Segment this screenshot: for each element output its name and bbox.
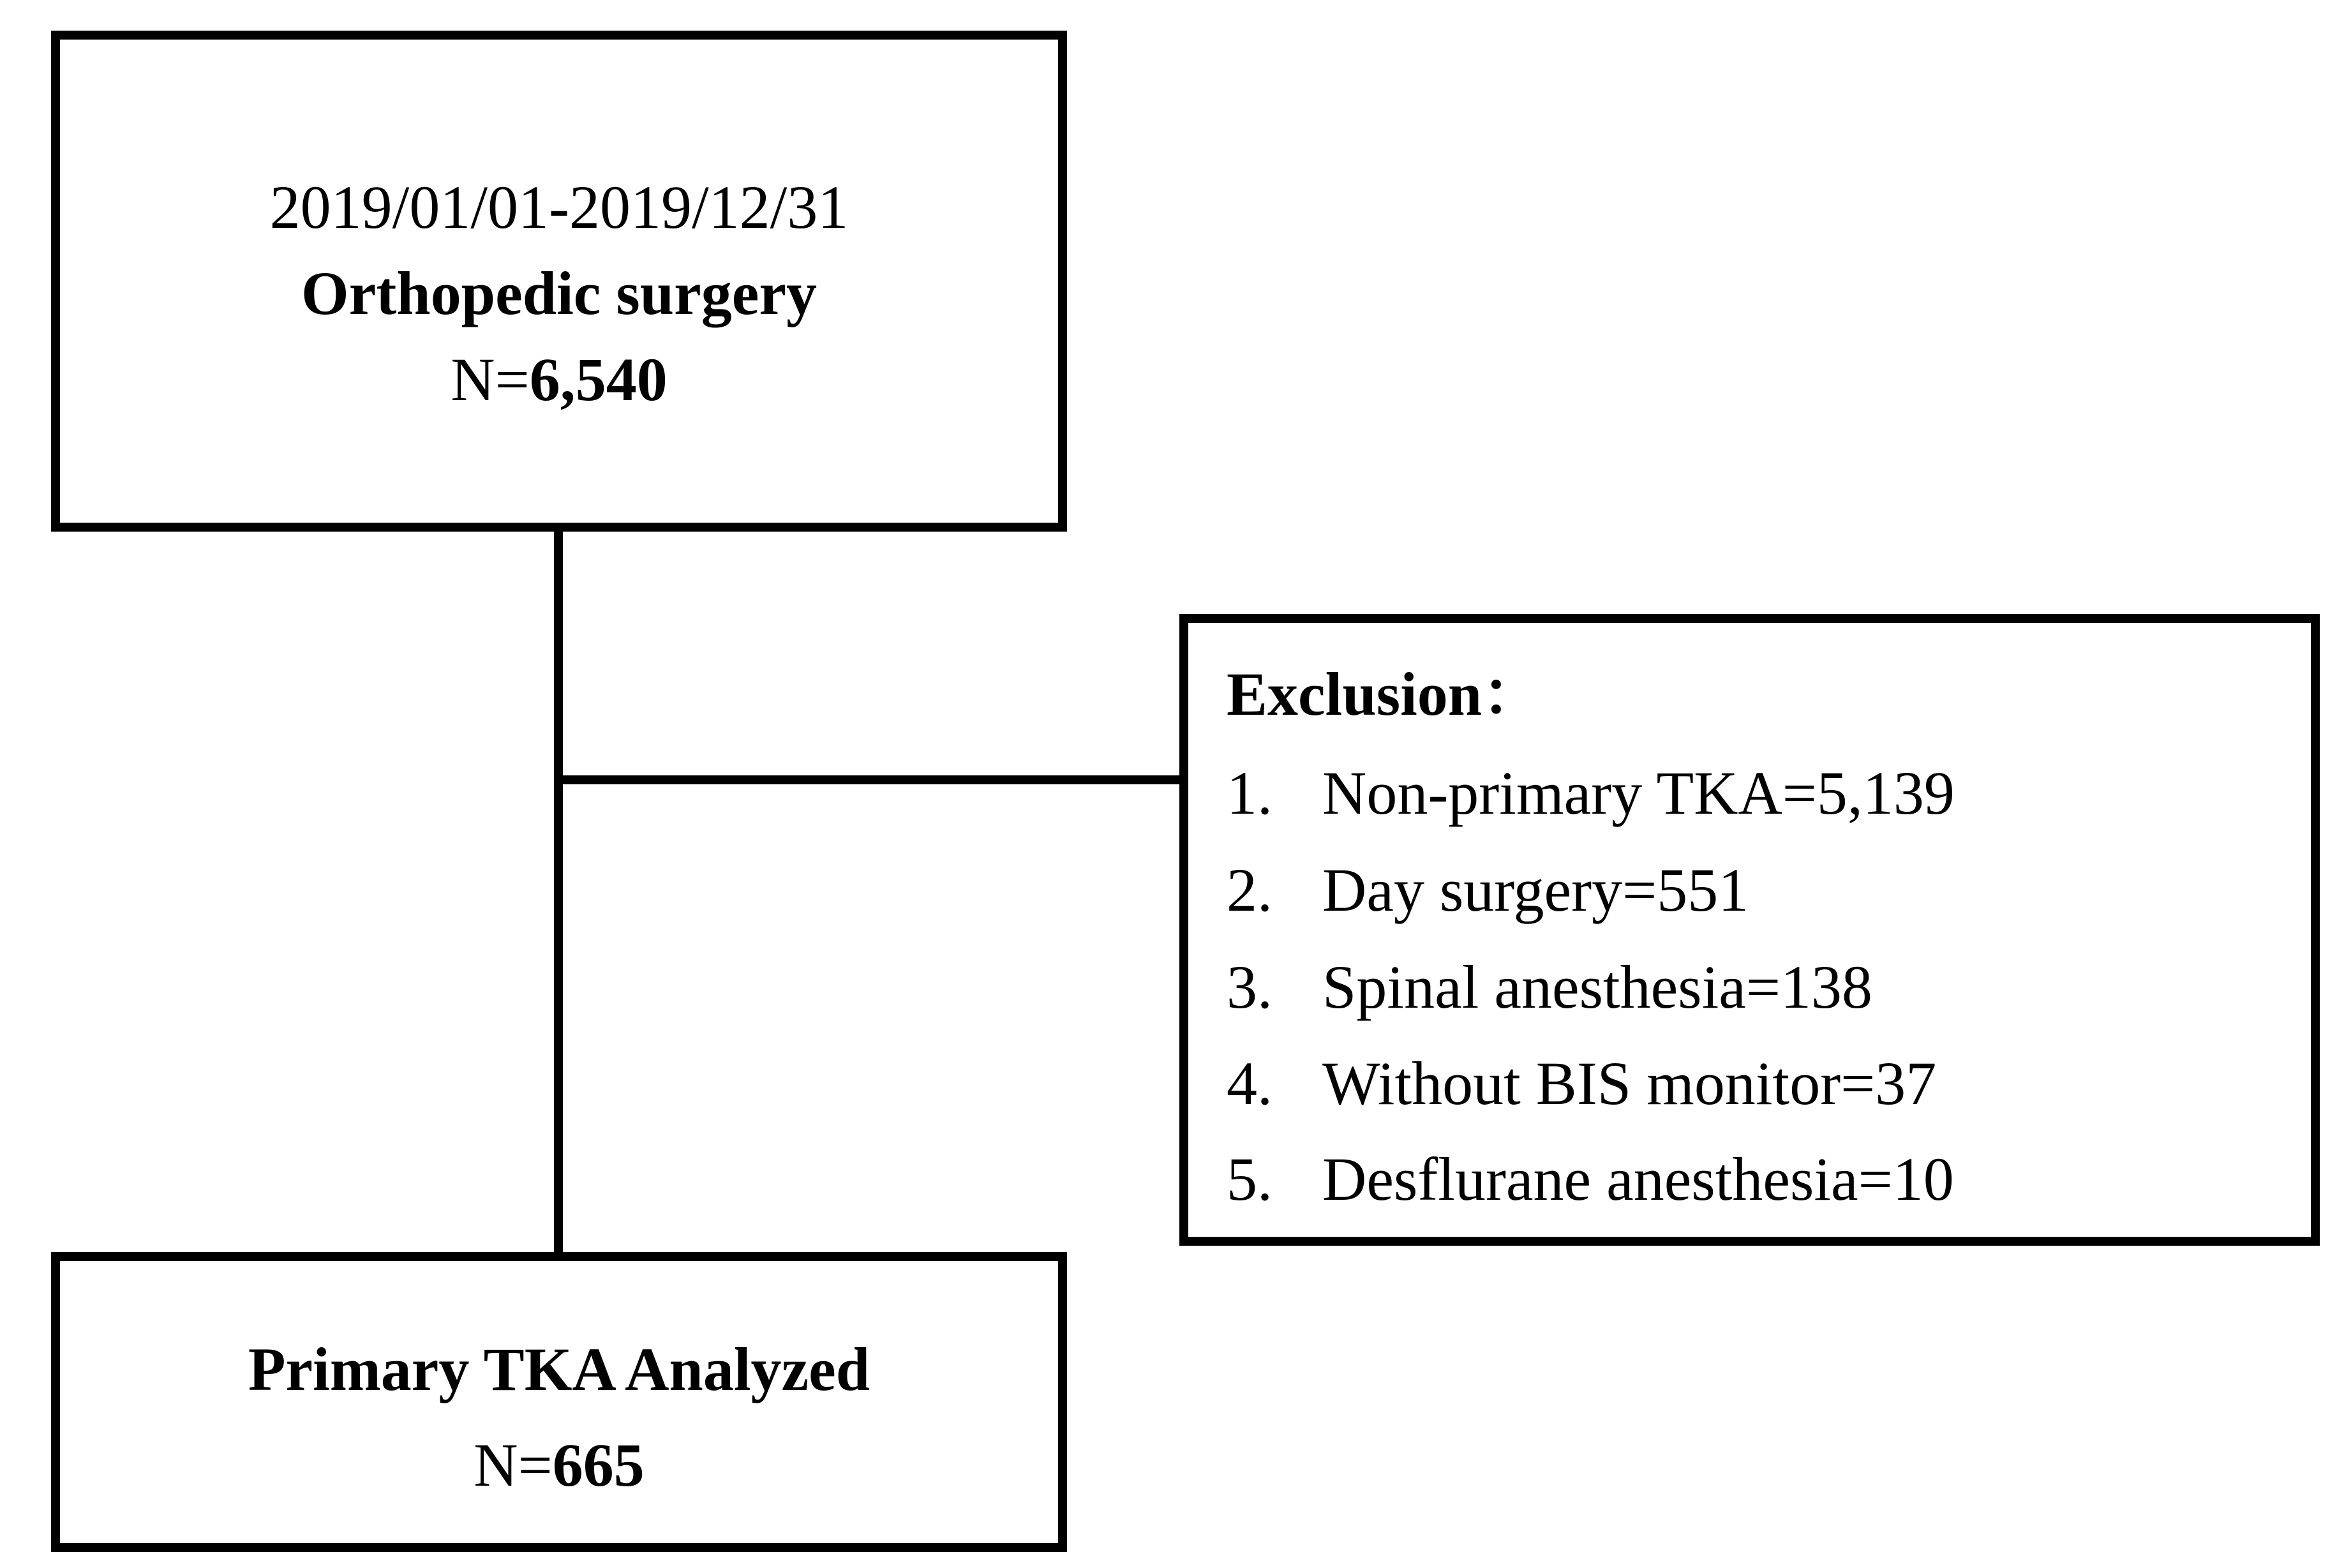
exclusion-item-text: Non-primary TKA=5,139: [1322, 759, 1955, 827]
bottom-box-count-prefix: N=: [474, 1431, 553, 1499]
exclusion-item-text: Desflurane anesthesia=10: [1322, 1145, 1954, 1213]
exclusion-item-number: 5.: [1227, 1145, 1273, 1213]
exclusion-item-text: Day surgery=551: [1322, 856, 1749, 924]
bottom-box-count: [60, 1431, 1058, 1499]
exclusion-item-number: 4.: [1227, 1049, 1273, 1117]
exclusion-item-number: 1.: [1227, 759, 1273, 827]
date-range: 2019/01/01-2019/12/31: [269, 173, 849, 241]
horizontal-connector: [558, 775, 1187, 784]
bottom-box: [51, 1252, 1067, 1552]
exclusion-item-text: Spinal anesthesia=138: [1322, 953, 1872, 1021]
exclusion-item-text: Without BIS monitor=37: [1322, 1049, 1937, 1117]
top-box-count: [60, 345, 1058, 414]
vertical-connector: [554, 523, 563, 1257]
exclusion-item-number: 2.: [1227, 856, 1273, 924]
exclusion-item-number: 3.: [1227, 953, 1273, 1021]
bottom-box-title: Primary TKA Analyzed: [248, 1335, 870, 1403]
top-box-count-value: 6,540: [529, 345, 668, 414]
top-box: [51, 31, 1067, 532]
top-box-count-prefix: N=: [451, 345, 530, 414]
top-box-title: Orthopedic surgery: [301, 259, 817, 327]
exclusion-heading: Exclusion：: [1227, 660, 1544, 728]
bottom-box-count-value: 665: [552, 1431, 645, 1499]
